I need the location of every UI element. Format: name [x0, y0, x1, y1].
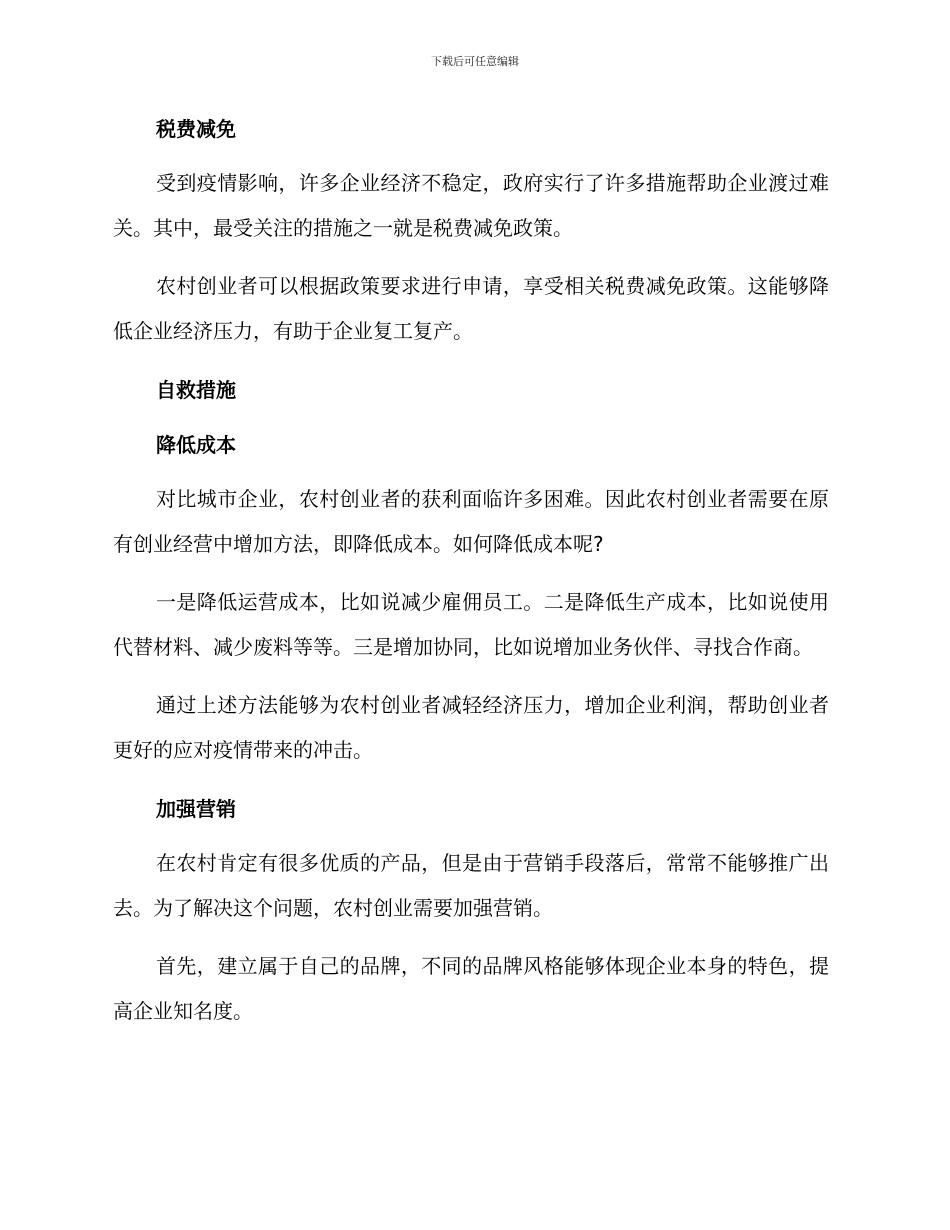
- paragraph-marketing-intro: 在农村肯定有很多优质的产品，但是由于营销手段落后，常常不能够推广出去。为了解决这个问题，农村创业需要加强营销。: [113, 851, 829, 920]
- paragraph-reduce-cost-intro: 对比城市企业，农村创业者的获利面临许多困难。因此农村创业者需要在原有创业经营中增加方法，即降低成本。如何降低成本呢?: [113, 487, 829, 556]
- section-heading-reduce-cost: 降低成本: [156, 433, 236, 457]
- section-heading-tax-relief: 税费减免: [156, 117, 236, 141]
- paragraph-tax-relief-apply: 农村创业者可以根据政策要求进行申请，享受相关税费减免政策。这能够降低企业经济压力，有助于企业复工复产。: [113, 274, 829, 343]
- paragraph-marketing-brand: 首先，建立属于自己的品牌，不同的品牌风格能够体现企业本身的特色，提高企业知名度。: [113, 954, 829, 1023]
- section-heading-marketing: 加强营销: [156, 797, 236, 821]
- paragraph-reduce-cost-benefit: 通过上述方法能够为农村创业者减轻经济压力，增加企业利润，帮助创业者更好的应对疫情带来的冲击。: [113, 693, 829, 762]
- paragraph-tax-relief-intro: 受到疫情影响，许多企业经济不稳定，政府实行了许多措施帮助企业渡过难关。其中，最受关注的措施之一就是税费减免政策。: [113, 171, 829, 240]
- document-body: [113, 110, 829, 1034]
- paragraph-reduce-cost-methods: 一是降低运营成本，比如说减少雇佣员工。二是降低生产成本，比如说使用代替材料、减少废料等等。三是增加协同，比如说增加业务伙伴、寻找合作商。: [113, 590, 829, 659]
- page-header-note: 下载后可任意编辑: [431, 55, 519, 68]
- section-heading-self-rescue: 自救措施: [156, 378, 236, 402]
